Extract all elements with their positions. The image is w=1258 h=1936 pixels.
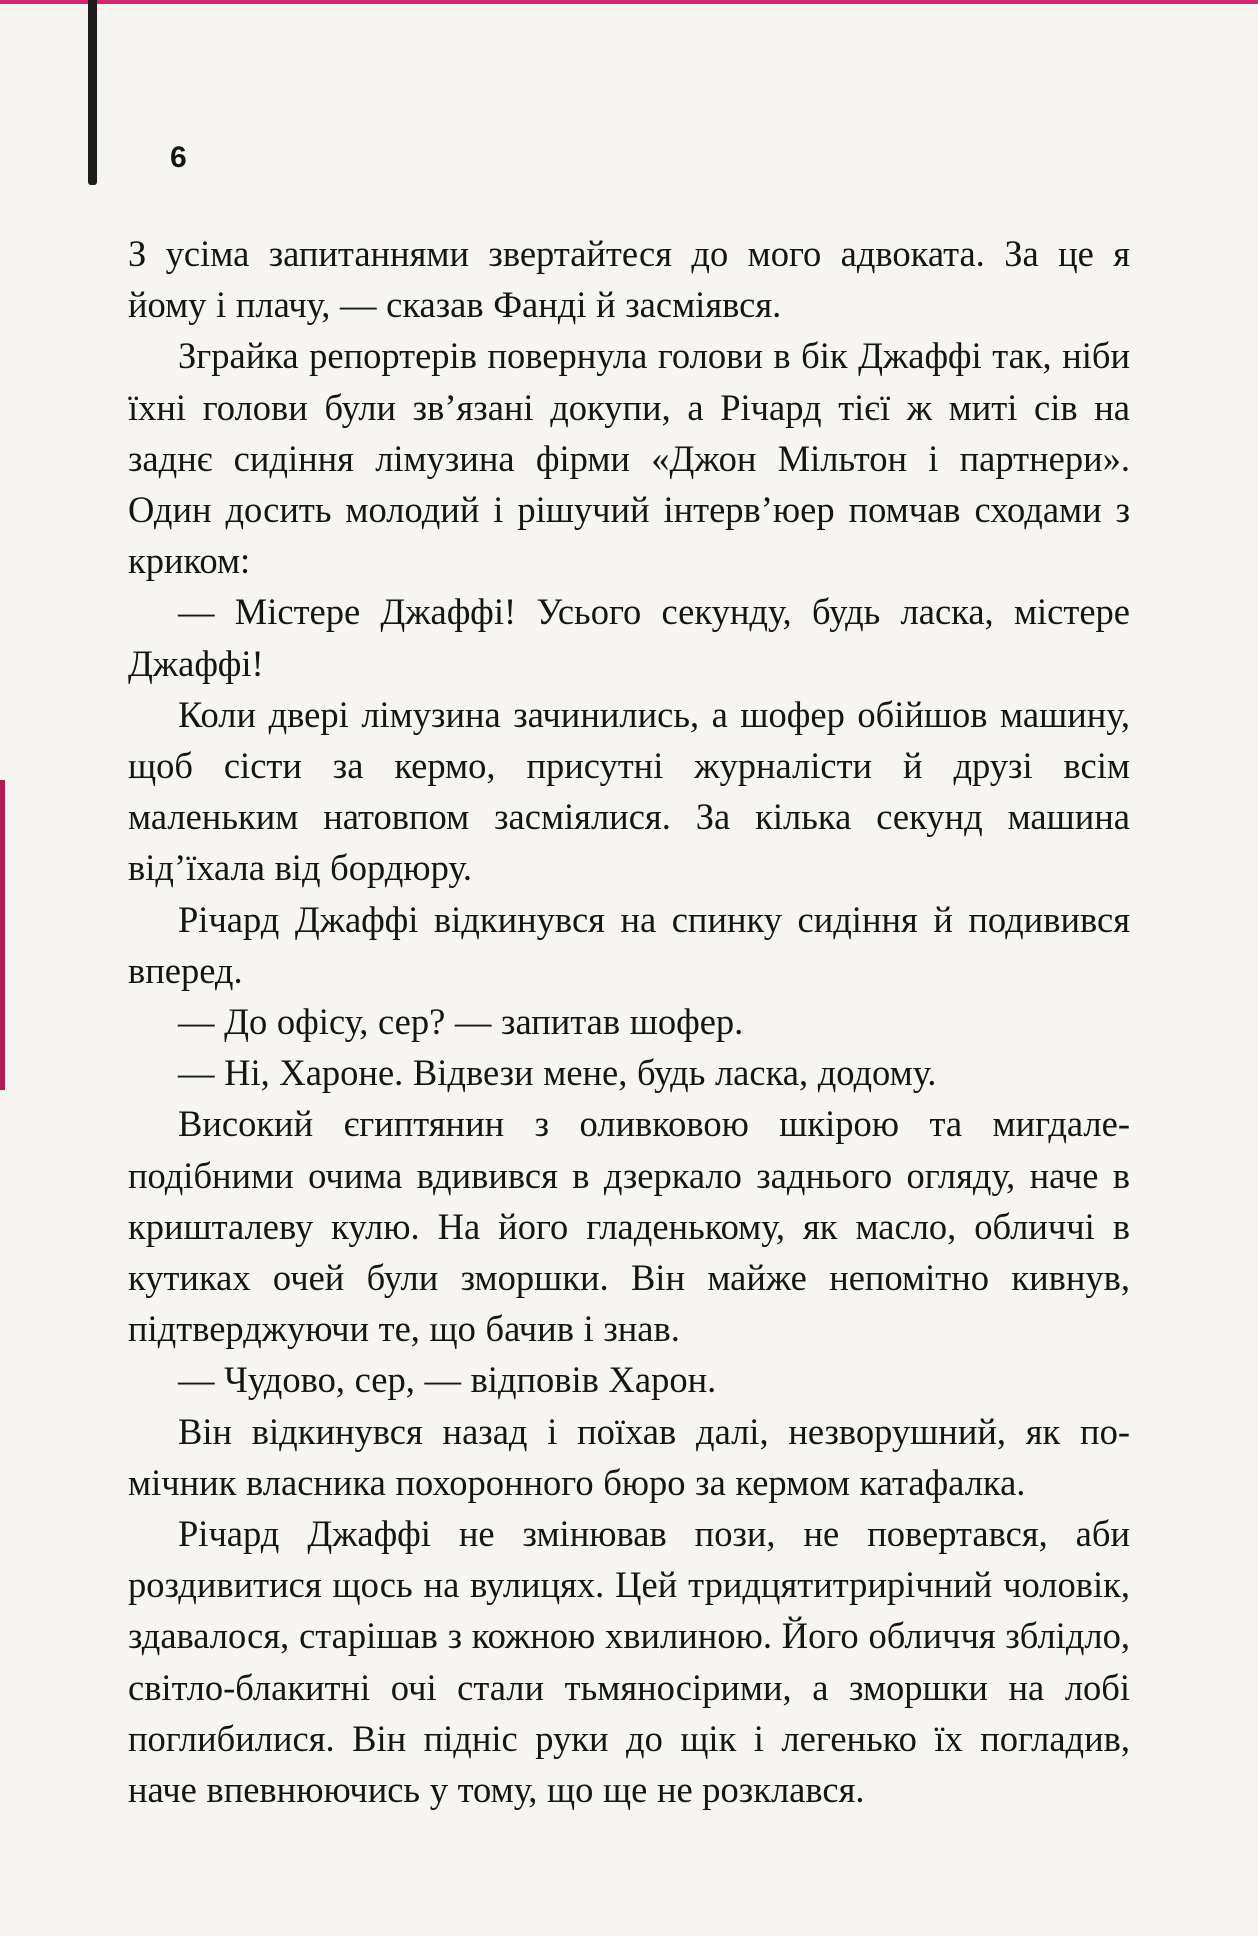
paragraph: Зграйка репортерів повернула голови в бік Джаффі так, ніби їхні голови були зв’язані докупи, а Річард тієї ж миті сів на заднє сидіння лімузина фірми «Джон Мільтон і партнери». Один досить молодий і рішучий інтерв’юер помчав сходами з криком:	[128, 335, 1130, 582]
dialogue-line: — Ні, Хароне. Відвези мене, будь ласка, додому.	[178, 1052, 937, 1094]
page-number: 6	[170, 141, 187, 174]
dialogue-line: — Чудово, сер, — відповів Харон.	[178, 1359, 717, 1401]
dialogue-line: — До офісу, сер? — запитав шофер.	[178, 1001, 744, 1043]
page-top-edge	[0, 0, 1258, 4]
page-left-edge	[0, 780, 5, 1090]
dialogue-line: — Містере Джаффі! Усього секунду, будь ласка, містере Джаффі!	[128, 591, 1130, 684]
paragraph: Високий єгиптянин з оливковою шкірою та мигдалеподібними очима вдивився в дзеркало заднього огляду, наче в кришталеву кулю. На його гладенькому, як масло, обличчі в кутиках очей були зморшки. Він майже непомітно кивнув, підтверджуючи те, що бачив і знав.	[128, 1103, 1130, 1350]
paragraph: Річард Джаффі не змінював пози, не повертався, аби роздивитися щось на вулицях. Цей тридцятитрирічний чоловік, здавалося, старішав з кожною хвилиною. Його обличчя зблідло, світло-блакитні очі стали тьмяносірими, а зморшки на лобі поглибилися. Він підніс руки до щік і легенько їх погладив, наче впевнюючись у тому, що ще не розклався.	[128, 1513, 1130, 1811]
body-text	[128, 228, 1130, 1815]
paragraph: Коли двері лімузина зачинились, а шофер обійшов машину, щоб сісти за кермо, присутні журналісти й друзі всім маленьким натовпом засміялися. За кілька секунд машина від’їхала від бордюру.	[128, 693, 1130, 889]
paragraph: Він відкинувся назад і поїхав далі, незворушний, як помічник власника похоронного бюро за кермом катафалка.	[128, 1410, 1130, 1503]
paragraph: З усіма запитаннями звертайтеся до мого адвоката. За це я йому і плачу, — сказав Фанді й засміявся.	[128, 233, 1130, 326]
binding-edge	[88, 0, 97, 185]
paragraph: Річард Джаффі відкинувся на спинку сидіння й подивився вперед.	[128, 898, 1130, 991]
